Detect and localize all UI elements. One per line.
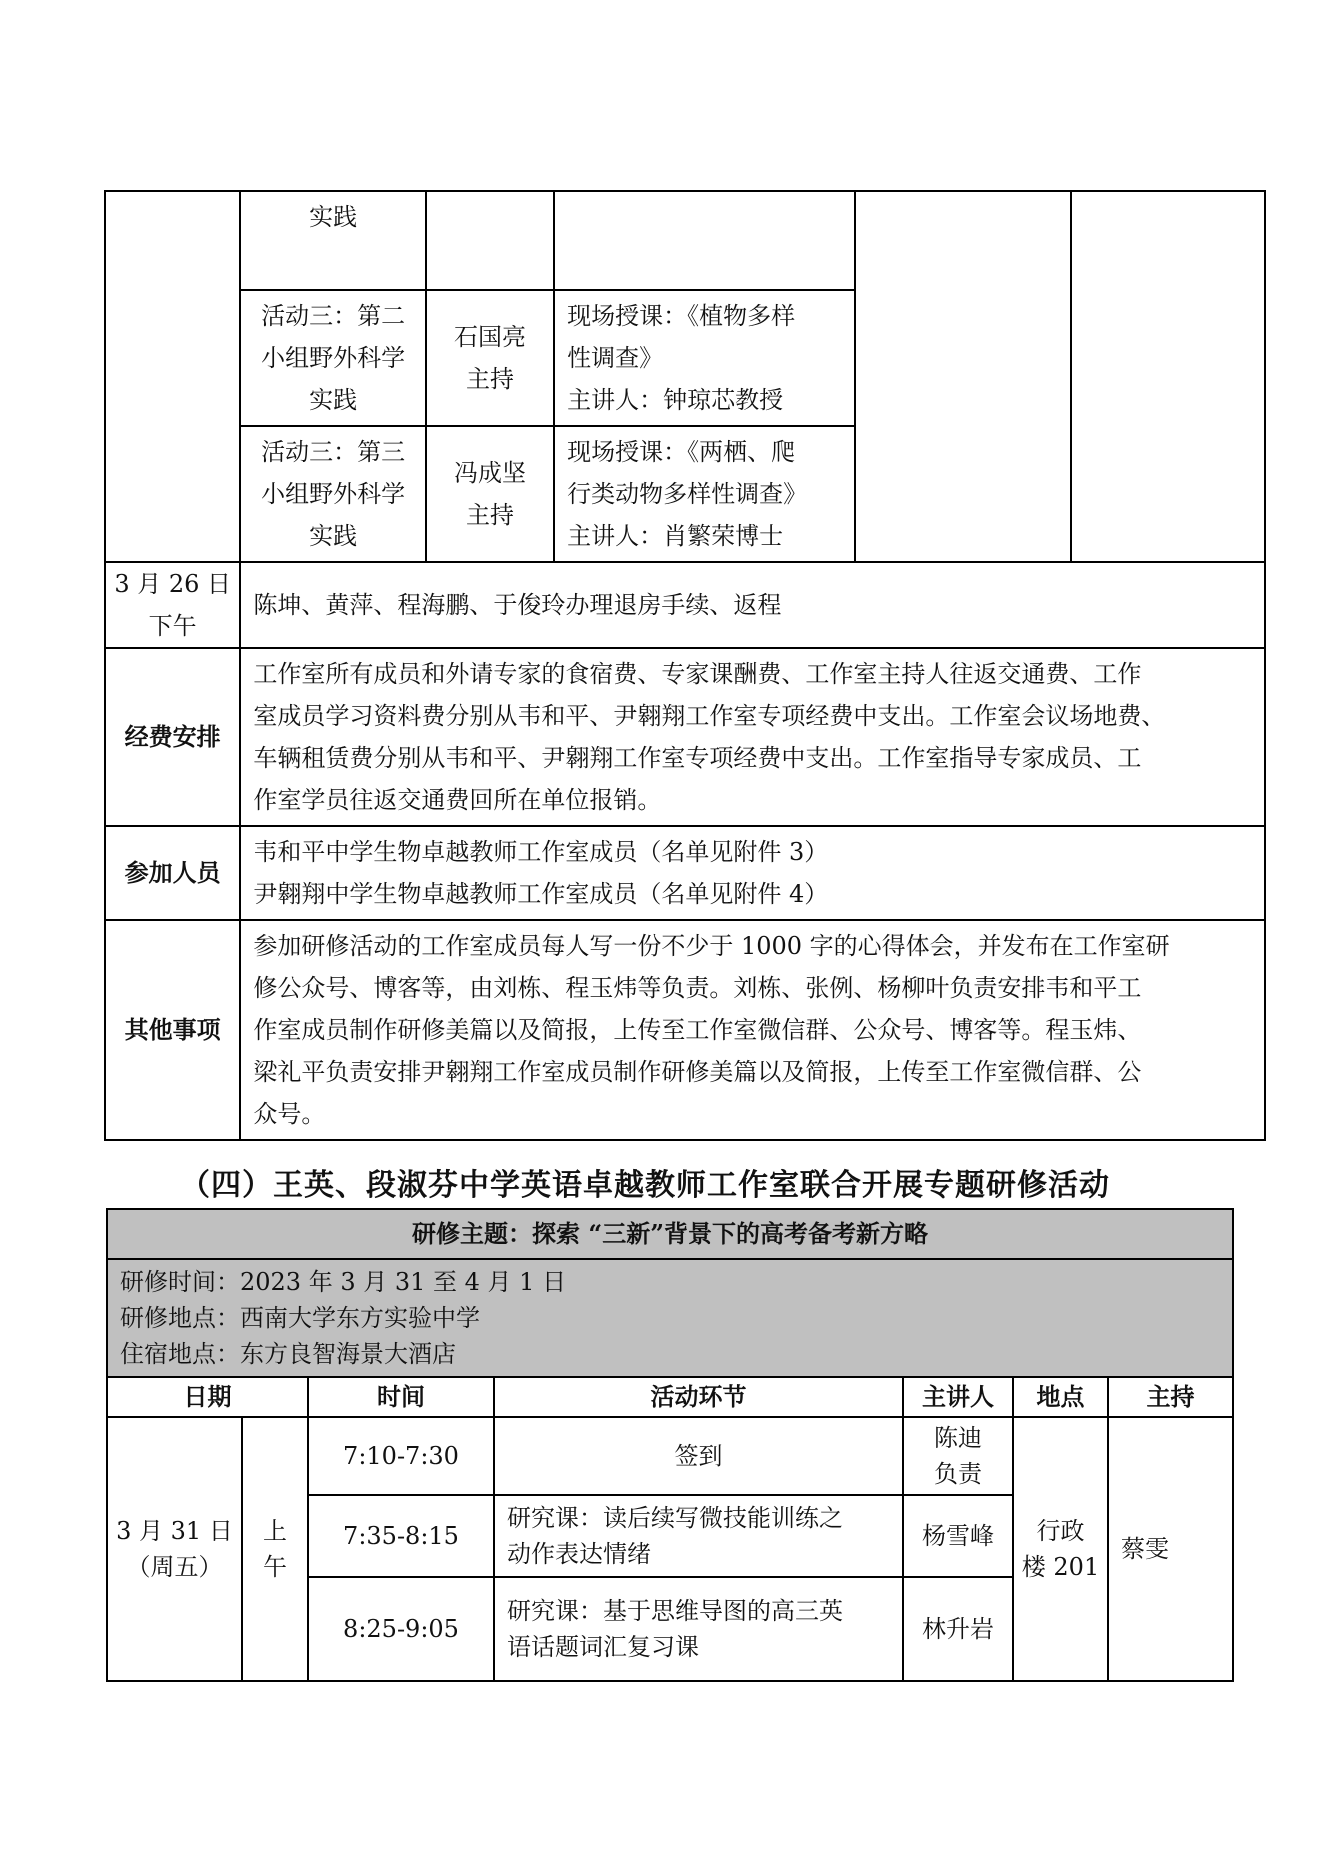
checkout-text: 陈坤、黄萍、程海鹏、于俊玲办理退房手续、返程 [253, 591, 782, 619]
content-line: 性调查》 [567, 344, 664, 372]
content-line: 主讲人：钟琼芯教授 [567, 386, 784, 414]
session-activity-line: 研究课：基于思维导图的高三英 [507, 1597, 843, 1625]
participants-cell [240, 826, 1265, 920]
content-cell [554, 426, 855, 562]
host-name: 蔡雯 [1121, 1535, 1169, 1563]
session-activity [494, 1577, 903, 1681]
activity-text: 实践 [309, 203, 358, 231]
activity-cell [240, 426, 425, 562]
host-name: 冯成坚 [453, 459, 526, 487]
participants-label-cell [105, 826, 240, 920]
schedule-table-continued [104, 190, 1266, 1141]
place-cell [1013, 1417, 1108, 1681]
funding-cell [240, 648, 1265, 826]
session-activity [494, 1417, 903, 1495]
session-time: 7:35-8:15 [308, 1495, 494, 1577]
activity-line: 小组野外科学 [261, 480, 406, 508]
host-role: 主持 [465, 501, 514, 529]
funding-line: 作室学员往返交通费回所在单位报销。 [253, 786, 662, 814]
place-line: 行政 [1036, 1517, 1085, 1545]
period-cell [242, 1417, 308, 1681]
content-cell [554, 290, 855, 426]
english-schedule-table [106, 1208, 1234, 1682]
info-venue: 研修地点：西南大学东方实验中学 [120, 1304, 480, 1332]
activity-cell [240, 191, 425, 290]
others-cell [240, 920, 1265, 1140]
others-label: 其他事项 [124, 1015, 221, 1044]
speaker-line: 林升岩 [922, 1615, 994, 1643]
session-speaker [903, 1495, 1013, 1577]
session-activity-line: 研究课：读后续写微技能训练之 [507, 1504, 843, 1532]
content-cell-empty [554, 191, 855, 290]
host-cell-empty [426, 191, 554, 290]
host-name: 石国亮 [453, 323, 526, 351]
info-cell [107, 1259, 1233, 1377]
time-of-day: 下午 [148, 612, 197, 640]
content-line: 现场授课：《两栖、爬 [567, 438, 796, 466]
info-lodging: 住宿地点：东方良智海景大酒店 [120, 1340, 456, 1368]
others-line: 梁礼平负责安排尹翱翔工作室成员制作研修美篇以及简报，上传至工作室微信群、公 [253, 1058, 1142, 1086]
funding-label-cell [105, 648, 240, 826]
theme-text: 研修主题：探索 “三新”背景下的高考备考新方略 [412, 1219, 929, 1248]
participants-line: 韦和平中学生物卓越教师工作室成员（名单见附件 3） [253, 838, 829, 866]
session-speaker [903, 1417, 1013, 1495]
session-activity-line: 动作表达情绪 [507, 1540, 651, 1568]
content-line: 主讲人：肖繁荣博士 [567, 522, 784, 550]
note-cell-empty [1071, 191, 1265, 562]
activity-line: 实践 [309, 386, 358, 414]
header-activity: 活动环节 [494, 1377, 903, 1417]
section-heading: （四）王英、段淑芬中学英语卓越教师工作室联合开展专题研修活动 [180, 1168, 1110, 1203]
period-char: 午 [263, 1553, 287, 1581]
activity-cell [240, 290, 425, 426]
day-date: 3 月 31 日 [116, 1517, 233, 1545]
activity-line: 小组野外科学 [261, 344, 406, 372]
header-speaker: 主讲人 [903, 1377, 1013, 1417]
others-line: 参加研修活动的工作室成员每人写一份不少于 1000 字的心得体会，并发布在工作室研 [253, 932, 1170, 960]
date-text: 3 月 26 日 [114, 570, 232, 598]
content-line: 行类动物多样性调查》 [567, 480, 808, 508]
date-cell-empty [105, 191, 240, 562]
session-speaker [903, 1577, 1013, 1681]
content-line: 现场授课：《植物多样 [567, 302, 796, 330]
host-cell [426, 290, 554, 426]
activity-line: 活动三：第三 [261, 438, 406, 466]
activity-line: 实践 [309, 522, 358, 550]
speaker-line: 负责 [934, 1460, 982, 1488]
day-weekday: （周五） [126, 1553, 223, 1581]
period-char: 上 [263, 1517, 287, 1545]
header-date: 日期 [107, 1377, 308, 1417]
others-line: 作室成员制作研修美篇以及简报，上传至工作室微信群、公众号、博客等。程玉炜、 [253, 1016, 1142, 1044]
checkout-cell [240, 562, 1265, 648]
session-time: 8:25-9:05 [308, 1577, 494, 1681]
info-time: 研修时间：2023 年 3 月 31 至 4 月 1 日 [120, 1268, 567, 1296]
participants-line: 尹翱翔中学生物卓越教师工作室成员（名单见附件 4） [253, 880, 829, 908]
day-cell [107, 1417, 242, 1681]
activity-line: 活动三：第二 [261, 302, 406, 330]
session-activity-line: 签到 [674, 1442, 723, 1470]
funding-line: 工作室所有成员和外请专家的食宿费、专家课酬费、工作室主持人往返交通费、工作 [253, 660, 1142, 688]
funding-line: 室成员学习资料费分别从韦和平、尹翱翔工作室专项经费中支出。工作室会议场地费、 [253, 702, 1166, 730]
others-line: 众号。 [253, 1100, 326, 1128]
header-place: 地点 [1013, 1377, 1108, 1417]
date-cell [105, 562, 240, 648]
funding-label: 经费安排 [124, 722, 221, 751]
session-activity-line: 语话题词汇复习课 [507, 1633, 699, 1661]
others-line: 修公众号、博客等，由刘栋、程玉炜等负责。刘栋、张例、杨柳叶负责安排韦和平工 [253, 974, 1142, 1002]
host-cell [1108, 1417, 1233, 1681]
location-cell-empty [855, 191, 1072, 562]
place-line: 楼 201 [1021, 1553, 1100, 1581]
speaker-line: 杨雪峰 [922, 1522, 994, 1550]
header-host: 主持 [1108, 1377, 1233, 1417]
theme-cell [107, 1209, 1233, 1259]
funding-line: 车辆租赁费分别从韦和平、尹翱翔工作室专项经费中支出。工作室指导专家成员、工 [253, 744, 1142, 772]
host-role: 主持 [465, 365, 514, 393]
participants-label: 参加人员 [124, 858, 221, 887]
header-time: 时间 [308, 1377, 494, 1417]
session-activity [494, 1495, 903, 1577]
session-time: 7:10-7:30 [308, 1417, 494, 1495]
speaker-line: 陈迪 [934, 1424, 982, 1452]
host-cell [426, 426, 554, 562]
others-label-cell [105, 920, 240, 1140]
